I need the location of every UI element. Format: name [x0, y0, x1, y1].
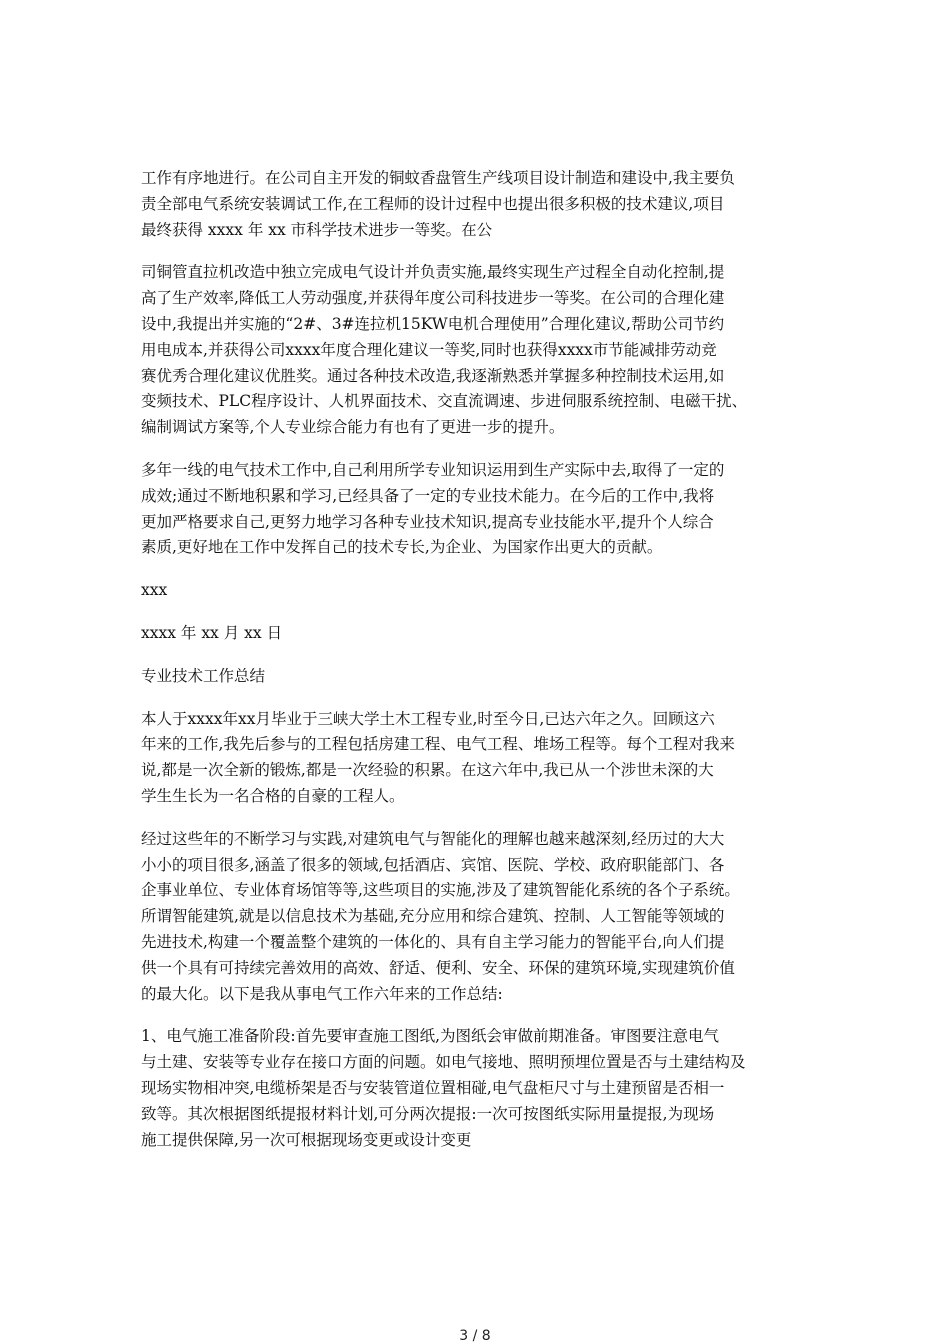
text-line: 所谓智能建筑,就是以信息技术为基础,充分应用和综合建筑、控制、人工智能等领域的: [141, 907, 725, 926]
text-line: 高了生产效率,降低工人劳动强度,并获得年度公司科技进步一等奖。在公司的合理化建: [141, 289, 725, 308]
paragraph-2: [141, 260, 816, 441]
text-line: 小小的项目很多,涵盖了很多的领域,包括酒店、宾馆、医院、学校、政府职能部门、各: [141, 855, 725, 874]
text-line: 更加严格要求自己,更努力地学习各种专业技术知识,提高专业技能水平,提升个人综合: [141, 512, 714, 531]
text-line: 变频技术、PLC程序设计、人机界面技术、交直流调速、步进伺服系统控制、电磁干扰、: [141, 392, 748, 411]
text-line: 1、电气施工准备阶段:首先要审查施工图纸,为图纸会审做前期准备。审图要注意电气: [141, 1027, 720, 1046]
text-line: 施工提供保障,另一次可根据现场变更或设计变更: [141, 1130, 472, 1149]
text-line: 赛优秀合理化建议优胜奖。通过各种技术改造,我逐渐熟悉并掌握多种控制技术运用,如: [141, 366, 725, 385]
text-line: 多年一线的电气技术工作中,自己利用所学专业知识运用到生产实际中去,取得了一定的: [141, 460, 725, 479]
text-line: 企事业单位、专业体育场馆等等,这些项目的实施,涉及了建筑智能化系统的各个子系统。: [141, 881, 740, 900]
text-line: 素质,更好地在工作中发挥自己的技术专长,为企业、为国家作出更大的贡献。: [141, 538, 663, 557]
section-title: [141, 664, 816, 690]
paragraph-5: [141, 827, 816, 1008]
text-line: 司铜管直拉机改造中独立完成电气设计并负责实施,最终实现生产过程全自动化控制,提: [141, 263, 725, 282]
paragraph-3: [141, 458, 816, 561]
text-line: 先进技术,构建一个覆盖整个建筑的一体化的、具有自主学习能力的智能平台,向人们提: [141, 932, 725, 951]
text-line: 与土建、安装等专业存在接口方面的问题。如电气接地、照明预埋位置是否与土建结构及: [141, 1053, 746, 1072]
text-line: 现场实物相冲突,电缆桥架是否与安装管道位置相碰,电气盘柜尺寸与土建预留是否相一: [141, 1078, 725, 1097]
text-line: 供一个具有可持续完善效用的高效、舒适、便利、安全、环保的建筑环境,实现建筑价值: [141, 958, 735, 977]
paragraph-1: [141, 166, 816, 243]
text-line: 专业技术工作总结: [141, 666, 266, 685]
text-line: xxxx 年 xx 月 xx 日: [141, 623, 283, 642]
signature-date: [141, 621, 816, 647]
text-line: 成效;通过不断地积累和学习,已经具备了一定的专业技术能力。在今后的工作中,我将: [141, 486, 715, 505]
text-line: 学生生长为一名合格的自豪的工程人。: [141, 786, 405, 805]
text-line: 致等。其次根据图纸提报材料计划,可分两次提报:一次可按图纸实际用量提报,为现场: [141, 1104, 715, 1123]
text-line: 本人于xxxx年xx月毕业于三峡大学土木工程专业,时至今日,已达六年之久。回顾这六: [141, 709, 715, 728]
signature-name: [141, 578, 816, 604]
text-line: 最终获得 xxxx 年 xx 市科学技术进步一等奖。在公: [141, 220, 493, 239]
text-line: xxx: [141, 581, 168, 600]
text-line: 的最大化。以下是我从事电气工作六年来的工作总结:: [141, 984, 503, 1003]
text-line: 年来的工作,我先后参与的工程包括房建工程、电气工程、堆场工程等。每个工程对我来: [141, 735, 735, 754]
text-line: 说,都是一次全新的锻炼,都是一次经验的积累。在这六年中,我已从一个涉世未深的大: [141, 761, 714, 780]
paragraph-6: [141, 1024, 816, 1153]
paragraph-4: [141, 707, 816, 810]
text-line: 用电成本,并获得公司xxxx年度合理化建议一等奖,同时也获得xxxx市节能减排劳动竞: [141, 340, 717, 359]
text-line: 经过这些年的不断学习与实践,对建筑电气与智能化的理解也越来越深刻,经历过的大大: [141, 829, 725, 848]
document-body: [141, 166, 816, 1153]
text-line: 编制调试方案等,个人专业综合能力有也有了更进一步的提升。: [141, 418, 565, 437]
page-number: 3 / 8: [459, 1328, 491, 1344]
text-line: 设中,我提出并实施的“2#、3#连拉机15KW电机合理使用”合理化建议,帮助公司节约: [141, 314, 725, 333]
text-line: 工作有序地进行。在公司自主开发的铜蚊香盘管生产线项目设计制造和建设中,我主要负: [141, 169, 735, 187]
text-line: 责全部电气系统安装调试工作,在工程师的设计过程中也提出很多积极的技术建议,项目: [141, 194, 725, 213]
